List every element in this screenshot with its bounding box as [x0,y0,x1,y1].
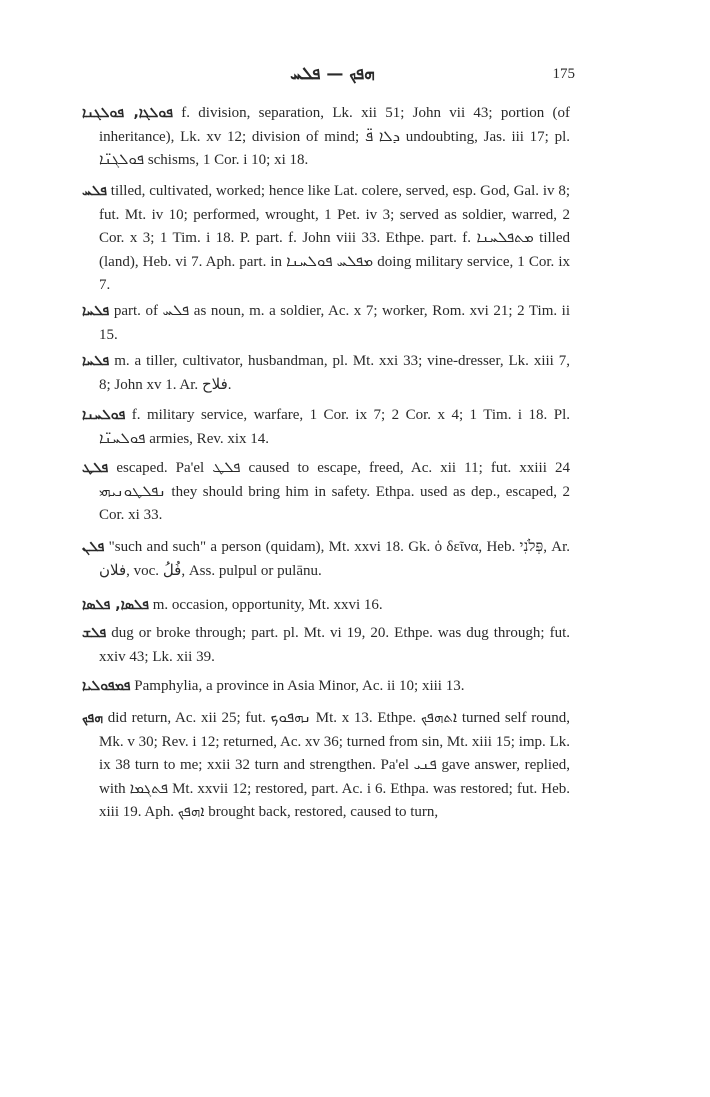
running-header [90,64,575,90]
entry [82,536,570,583]
entry-headword: ܦܠܚ [82,183,107,199]
entry-headword: ܦܠܣܐ, ܦܠܣܐ [82,597,150,613]
entry-text: m. a tiller, cultivator, husbandman, pl. Mt. xxi 33; vine-dresser, Lk. xiii 7, 8; John xv 1. Ar. فلاح. [99,353,570,393]
entry-headword: ܦܘܠܚܢܐ [82,407,126,423]
entry [82,350,570,397]
entry [82,102,570,173]
entry-headword: ܗܦܟ [82,710,104,726]
entry-text: m. occasion, opportunity, Mt. xxvi 16. [149,597,383,613]
entry-headword: ܦܠܚܐ [82,303,110,319]
entry [82,457,570,528]
entry-headword: ܦܠܛ [82,460,109,476]
entry-headword: ܦܠܚܐ [82,353,110,369]
entry [82,707,570,825]
entry [82,180,570,298]
entry-text: escaped. Pa'el ܦܠܛ caused to escape, freed, Ac. xii 11; fut. xxiii 24 ܢܦܠܛܘܢܝܗܝ they should bring him in safety. Ethpa. used as dep., escaped, 2 Cor. xi 33. [99,460,570,523]
entry-text: f. division, separation, Lk. xii 51; John vii 43; portion (of inheritance), Lk. xv 12; division of mind; ܕܠܐ ܦ̈ undoubting, Jas. iii 17; pl. ܦܘܠܓܢ̈ܐ schisms, 1 Cor. i 10; xi 18. [99,105,570,168]
header-title: ܗܦܟ — ܦܠܚ [290,64,375,84]
entry-text: Pamphylia, a province in Asia Minor, Ac. ii 10; xiii 13. [130,678,465,694]
page-number: 175 [552,66,575,82]
entry [82,300,570,347]
entry-text: dug or broke through; part. pl. Mt. vi 19, 20. Ethpe. was dug through; fut. xxiv 43; Lk. xii 39. [99,625,570,665]
entry-text: did return, Ac. xii 25; fut. ܢܗܦܘܟ Mt. x 13. Ethpe. ܐܬܗܦܟ turned self round, Mk. v 30; Rev. i 12; returned, Ac. xv 36; turned from sin, Mt. xiii 15; imp. Lk. ix 38 turn to me; xxii 32 turn and strengthen. Pa'el ܦܢܝ gave answer, replied, with ܦܬܓܡܐ Mt. xxvii 12; restored, part. Ac. i 6. Ethpa. was restored; fut. Heb. xiii 19. Aph. ܐܗܦܟ brought back, restored, caused to turn, [99,710,571,820]
entry [82,622,570,669]
entry-text: f. military service, warfare, 1 Cor. ix 7; 2 Cor. x 4; 1 Tim. i 18. Pl. ܦܘܠܚܢ̈ܐ armies, Rev. xix 14. [99,407,570,447]
entry-text: part. of ܦܠܚ as noun, m. a soldier, Ac. x 7; worker, Rom. xvi 21; 2 Tim. ii 15. [99,303,570,343]
entry-headword: ܦܠܢ [82,539,105,555]
entry-text: "such and such" a person (quidam), Mt. xxvi 18. Gk. ὁ δεῖνα, Heb. פְּלֹנִי, Ar. فلان, voc. فُلُ, Ass. pulpul or pulānu. [99,539,570,579]
entry [82,675,570,699]
entry [82,594,570,618]
entry-headword: ܦܠܫ [82,625,107,641]
entry-headword: ܦܘܠܓܐ, ܦܘܠܓܢܐ [82,105,173,121]
entry-text: tilled, cultivated, worked; hence like Lat. colere, served, esp. God, Gal. iv 8; fut. Mt. iv 10; performed, wrought, 1 Pet. iv 3; served as soldier, warred, 2 Cor. x 3; 1 Tim. i 18. P. part. f. John viii 33. Ethpe. part. f. ܡܬܦܠܚܢܐ tilled (land), Heb. vi 7. Aph. part. in ܡܦܠܚ ܦܘܠܚܢܐ doing military service, 1 Cor. ix 7. [99,183,570,293]
entry [82,404,570,451]
entry-headword: ܦܡܦܘܠܝܐ [82,678,131,694]
